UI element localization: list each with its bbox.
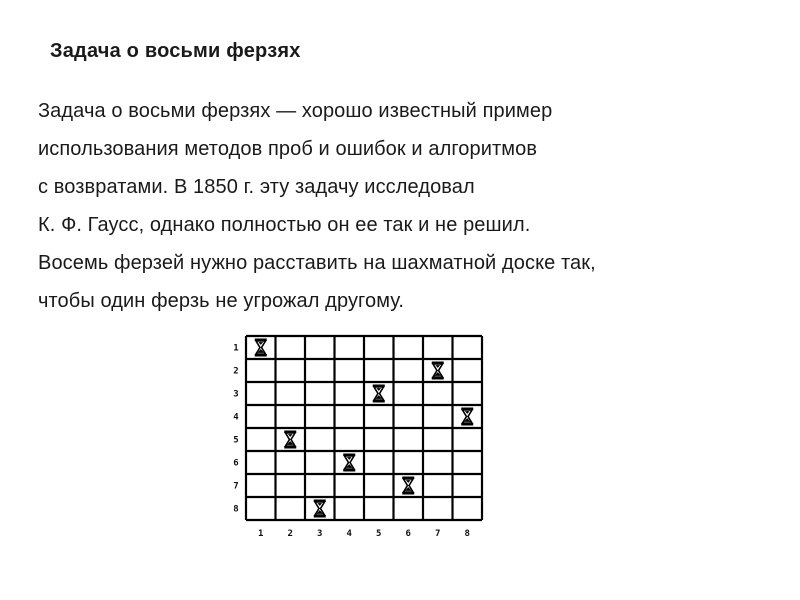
chess-queen-icon	[461, 408, 473, 426]
chessboard	[222, 330, 492, 550]
paragraph-line: К. Ф. Гаусс, однако полностью он ее так и не решил.	[38, 214, 531, 236]
paragraph-line: с возвратами. В 1850 г. эту задачу исследовал	[38, 176, 475, 198]
paragraph-line: Задача о восьми ферзях — хорошо известный пример	[38, 100, 553, 122]
row-label: 7	[233, 481, 239, 492]
row-label: 4	[233, 412, 239, 423]
slide-paragraph	[38, 92, 778, 320]
chess-queen-icon	[373, 385, 385, 403]
slide-title: Задача о восьми ферзях	[50, 40, 301, 62]
row-label: 6	[233, 458, 239, 469]
col-label: 1	[258, 529, 264, 539]
row-label: 2	[233, 366, 239, 377]
chess-queen-icon	[284, 431, 296, 449]
paragraph-line: использования методов проб и ошибок и алгоритмов	[38, 138, 538, 160]
col-label: 8	[464, 529, 470, 539]
chess-queen-icon	[343, 454, 355, 472]
col-label: 3	[317, 529, 323, 539]
row-label: 1	[233, 343, 239, 354]
col-label: 6	[405, 529, 411, 539]
row-label: 8	[233, 504, 239, 515]
chess-queen-icon	[402, 477, 414, 495]
col-label: 7	[435, 529, 441, 539]
chess-queen-icon	[314, 500, 326, 518]
chess-queen-icon	[432, 362, 444, 380]
chessboard-figure	[222, 330, 492, 550]
col-label: 2	[287, 529, 293, 539]
col-label: 5	[376, 529, 382, 539]
paragraph-line: Восемь ферзей нужно расставить на шахматной доске так,	[38, 252, 596, 274]
paragraph-line: чтобы один ферзь не угрожал другому.	[38, 290, 405, 312]
chess-queen-icon	[255, 339, 267, 357]
col-label: 4	[346, 529, 352, 539]
row-label: 3	[233, 389, 239, 400]
row-label: 5	[233, 435, 239, 446]
